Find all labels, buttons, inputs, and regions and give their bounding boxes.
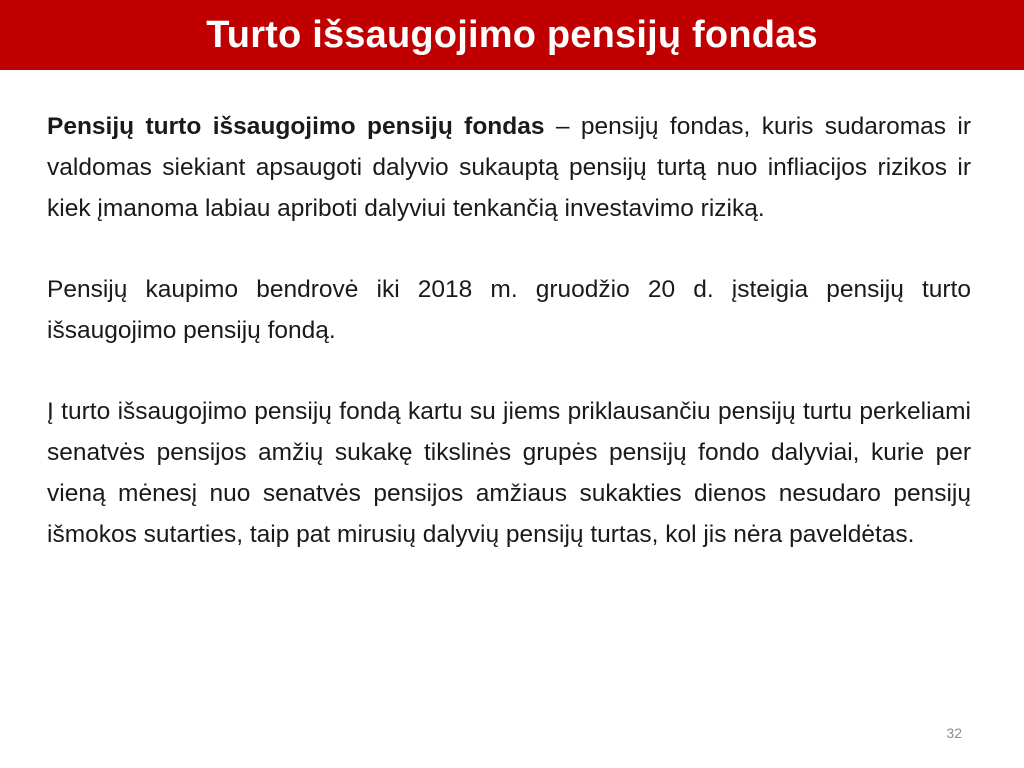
establishment-paragraph: Pensijų kaupimo bendrovė iki 2018 m. gruodžio 20 d. įsteigia pensijų turto išsaugojimo pensijų fondą. <box>47 276 971 344</box>
title-bar <box>0 0 1024 70</box>
slide-title: Turto išsaugojimo pensijų fondas <box>206 13 818 56</box>
defined-term: Pensijų turto išsaugojimo pensijų fondas <box>47 113 545 140</box>
slide-body <box>47 106 971 555</box>
definition-text: – pensijų fondas, kuris sudaromas ir valdomas siekiant apsaugoti dalyvio sukauptą pensijų turtą nuo infliacijos rizikos ir kiek įmanoma labiau apriboti dalyviui tenkančią investavimo riziką. <box>47 113 971 222</box>
transfer-paragraph: Į turto išsaugojimo pensijų fondą kartu su jiems priklausančiu pensijų turtu perkeliami senatvės pensijos amžių sukakę tikslinės grupės pensijų fondo dalyviai, kurie per vieną mėnesį nuo senatvės pensijos amžiaus sukakties dienos nesudaro pensijų išmokos sutarties, taip pat mirusių dalyvių pensijų turtas, kol jis nėra paveldėtas. <box>47 398 971 548</box>
page-number: 32 <box>946 725 962 741</box>
definition-paragraph <box>47 106 971 229</box>
